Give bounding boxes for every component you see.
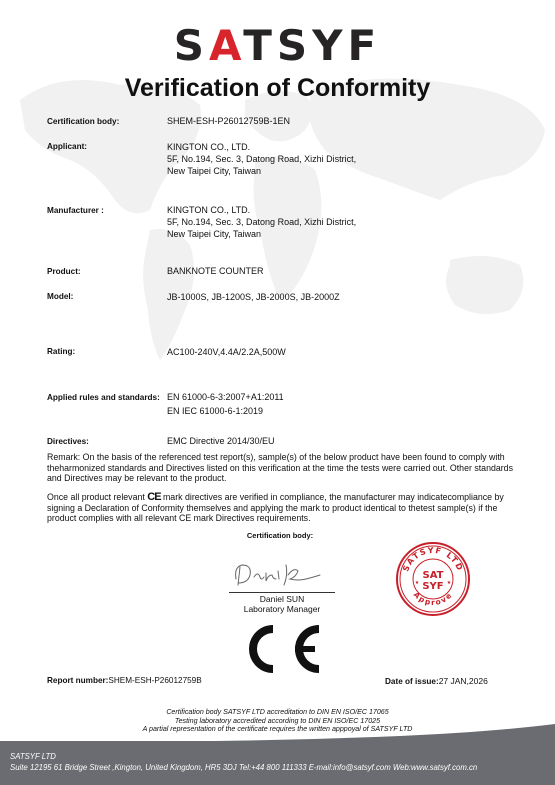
ce-mark-icon [233, 623, 325, 675]
signatory-block [220, 594, 344, 614]
signatory-role: Laboratory Manager [243, 604, 321, 614]
manufacturer-label: Manufacturer : [47, 206, 104, 215]
svg-text:SATSYF LTD: SATSYF LTD [401, 545, 465, 573]
applicant-label: Applicant: [47, 142, 88, 151]
product-label: Product: [47, 267, 81, 276]
product-value: BANKNOTE COUNTER [167, 266, 264, 276]
remark-paragraph: Remark: On the basis of the referenced test report(s), sample(s) of the below product have been found to comply with theharmonized standards and Directives listed on this verification at the time the tests were carried out. Other standards and Directives may be relevant to the product. [47, 452, 513, 484]
signatory-name: Daniel SUN [259, 594, 305, 604]
directives-value: EMC Directive 2014/30/EU [167, 436, 275, 446]
certification-body-signature-label: Certification body: [246, 531, 314, 540]
certification-body-value: SHEM-ESH-P26012759B-1EN [167, 116, 291, 126]
signature-line [229, 592, 335, 593]
approval-stamp [395, 541, 471, 617]
ce-inline-mark: CE [147, 491, 161, 503]
report-number: Report number:SHEM-ESH-P26012759B [47, 676, 202, 685]
svg-text:★: ★ [414, 580, 420, 586]
model-value: JB-1000S, JB-1200S, JB-2000S, JB-2000Z [167, 292, 340, 302]
date-of-issue: Date of issue:27 JAN,2026 [385, 676, 488, 686]
svg-text:Approve: Approve [411, 590, 455, 608]
accreditation-notes: Certification body SATSYF LTD accreditation to DIN EN ISO/EC 17065 Testing laboratory accredited according to DIN EN ISO/EC 17025 A partial representation of the certificate requires the written apppoyal of SATSYF LTD [142, 708, 413, 734]
certification-body-label: Certification body: [47, 117, 120, 126]
model-label: Model: [47, 292, 74, 301]
document-title: Verification of Conformity [124, 74, 431, 102]
footer-company: SATSYF LTD [10, 752, 56, 761]
signature-image [228, 557, 328, 591]
rating-label: Rating: [47, 347, 76, 356]
manufacturer-address: KINGTON CO., LTD. 5F, No.194, Sec. 3, Datong Road, Xizhi District, New Taipei City, Taiwan [167, 205, 357, 239]
svg-text:SAT: SAT [422, 570, 444, 581]
applicant-address: KINGTON CO., LTD. 5F, No.194, Sec. 3, Datong Road, Xizhi District, New Taipei City, Taiwan [167, 142, 357, 176]
rating-value: AC100-240V,4.4A/2.2A,500W [167, 347, 286, 357]
applied-rules-label: Applied rules and standards: [47, 393, 160, 402]
directives-label: Directives: [47, 437, 89, 446]
svg-text:★: ★ [446, 580, 452, 586]
svg-text:SYF: SYF [422, 581, 444, 592]
satsyf-logo: SATSYF [173, 21, 382, 70]
compliance-paragraph: Once all product relevant CE mark directives are verified in compliance, the manufacturer may indicatecompliance by signing a Declaration of Conformity themselves and applying the mark to product identical to thetest sample(s) if the product complies with all relevant CE mark Directives requirements. [47, 491, 504, 524]
footer-contact: Suite 12195 61 Bridge Street ,Kington, United Kingdom, HR5 3DJ Tel:+44 800 111333 E-mail:info@satsyf.com Web:www.satsyf.com.cn [10, 763, 478, 772]
applied-rules-value: EN 61000-6-3:2007+A1:2011 EN IEC 61000-6-1:2019 [167, 392, 284, 416]
